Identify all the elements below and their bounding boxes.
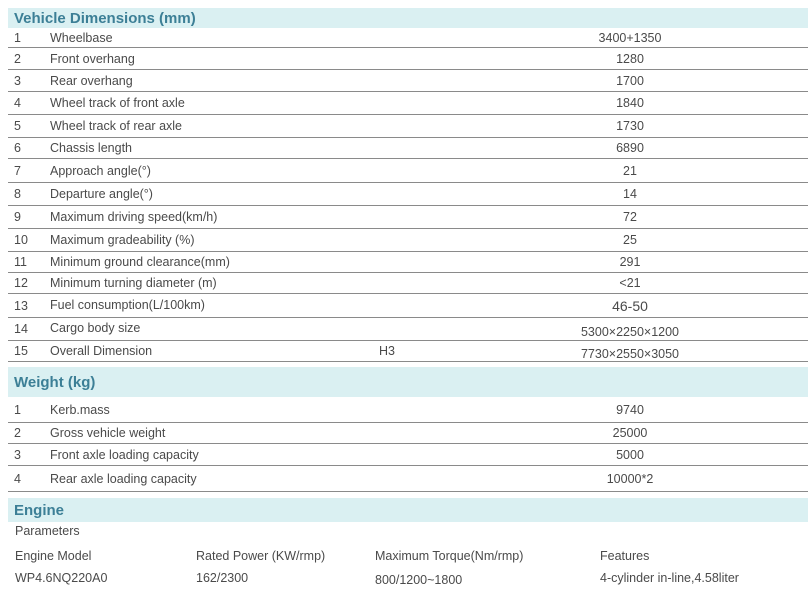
engine-heading: Engine bbox=[8, 498, 808, 522]
table-row bbox=[8, 92, 808, 115]
engine-model-value: WP4.6NQ220A0 bbox=[15, 571, 108, 585]
table-row bbox=[8, 28, 808, 48]
row-number: 5 bbox=[14, 119, 21, 133]
row-parameter: Minimum turning diameter (m) bbox=[50, 276, 217, 290]
engine-header-model: Engine Model bbox=[15, 549, 92, 563]
weight-heading: Weight (kg) bbox=[8, 367, 808, 397]
row-value: 21 bbox=[623, 163, 637, 178]
row-number: 12 bbox=[14, 276, 28, 290]
vehicle-dimensions-heading: Vehicle Dimensions (mm) bbox=[8, 8, 808, 28]
row-number: 2 bbox=[14, 51, 21, 66]
row-parameter: Fuel consumption(L/100km) bbox=[50, 298, 205, 312]
row-number: 9 bbox=[14, 210, 21, 224]
row-number: 3 bbox=[14, 73, 21, 88]
row-value: <21 bbox=[619, 276, 641, 290]
row-parameter: Approach angle(°) bbox=[50, 163, 151, 178]
row-number: 3 bbox=[14, 447, 21, 462]
row-parameter: Gross vehicle weight bbox=[50, 426, 166, 440]
table-row bbox=[8, 206, 808, 229]
row-number: 10 bbox=[14, 233, 28, 247]
table-row bbox=[8, 294, 808, 318]
engine-torque-value: 800/1200~1800 bbox=[375, 573, 463, 587]
row-value: 1840 bbox=[616, 96, 644, 110]
row-parameter: Minimum ground clearance(mm) bbox=[50, 255, 230, 269]
engine-header-features: Features bbox=[600, 549, 650, 563]
row-value: 72 bbox=[623, 210, 637, 224]
table-row bbox=[8, 138, 808, 159]
table-row bbox=[8, 273, 808, 294]
row-parameter: Front axle loading capacity bbox=[50, 447, 199, 462]
row-parameter: Front overhang bbox=[50, 51, 135, 66]
row-value: 1700 bbox=[616, 73, 644, 88]
row-value: 9740 bbox=[616, 402, 644, 417]
row-parameter: Maximum driving speed(km/h) bbox=[50, 210, 218, 224]
table-row bbox=[8, 252, 808, 273]
engine-features-value: 4-cylinder in-line,4.58liter bbox=[600, 571, 739, 585]
row-number: 6 bbox=[14, 141, 21, 155]
row-parameter: Wheel track of rear axle bbox=[50, 119, 182, 133]
engine-header-torque: Maximum Torque(Nm/rmp) bbox=[375, 549, 524, 563]
table-row bbox=[8, 318, 808, 341]
row-number: 1 bbox=[14, 402, 21, 417]
row-number: 15 bbox=[14, 344, 28, 358]
engine-header-power: Rated Power (KW/rmp) bbox=[196, 549, 326, 563]
table-row bbox=[8, 229, 808, 252]
row-number: 4 bbox=[14, 471, 21, 486]
table-row bbox=[8, 115, 808, 138]
row-parameter: Overall Dimension bbox=[50, 344, 153, 358]
row-number: 4 bbox=[14, 96, 21, 110]
row-value: 6890 bbox=[616, 141, 644, 155]
table-row bbox=[8, 397, 808, 423]
engine-power-value: 162/2300 bbox=[196, 571, 249, 585]
row-value: 7730×2550×3050 bbox=[580, 347, 680, 361]
row-parameter: Chassis length bbox=[50, 141, 132, 155]
row-value: 25 bbox=[623, 233, 637, 247]
row-value: 291 bbox=[619, 255, 641, 269]
table-row bbox=[8, 341, 808, 362]
table-row bbox=[8, 183, 808, 206]
row-value: 1730 bbox=[616, 119, 644, 133]
row-value: 3400+1350 bbox=[598, 30, 662, 45]
row-value: 5000 bbox=[616, 447, 644, 462]
table-row bbox=[8, 444, 808, 466]
row-number: 8 bbox=[14, 187, 21, 201]
table-row bbox=[8, 159, 808, 183]
row-value: 14 bbox=[623, 187, 637, 201]
parameters-label: Parameters bbox=[15, 524, 80, 538]
table-row bbox=[8, 466, 808, 492]
row-parameter: Cargo body size bbox=[50, 321, 141, 335]
row-value: 10000*2 bbox=[606, 471, 654, 486]
row-parameter: Kerb.mass bbox=[50, 402, 110, 417]
row-value: 5300×2250×1200 bbox=[580, 325, 680, 339]
row-number: 13 bbox=[14, 298, 28, 313]
row-value: 1280 bbox=[616, 51, 644, 66]
row-number: 2 bbox=[14, 426, 21, 440]
row-parameter: Wheelbase bbox=[50, 30, 113, 45]
table-row bbox=[8, 423, 808, 444]
row-parameter: Rear axle loading capacity bbox=[50, 471, 197, 486]
row-number: 1 bbox=[14, 30, 21, 45]
row-parameter: Rear overhang bbox=[50, 73, 133, 88]
row-number: 7 bbox=[14, 163, 21, 178]
row-parameter: Departure angle(°) bbox=[50, 187, 153, 201]
row-parameter: Maximum gradeability (%) bbox=[50, 233, 195, 247]
row-number: 11 bbox=[14, 255, 27, 269]
row-value: 46-50 bbox=[612, 297, 648, 314]
row-number: 14 bbox=[14, 322, 28, 336]
table-row bbox=[8, 70, 808, 92]
row-model-code: H3 bbox=[379, 344, 395, 358]
row-parameter: Wheel track of front axle bbox=[50, 96, 185, 110]
table-row bbox=[8, 48, 808, 70]
row-value: 25000 bbox=[612, 426, 648, 440]
